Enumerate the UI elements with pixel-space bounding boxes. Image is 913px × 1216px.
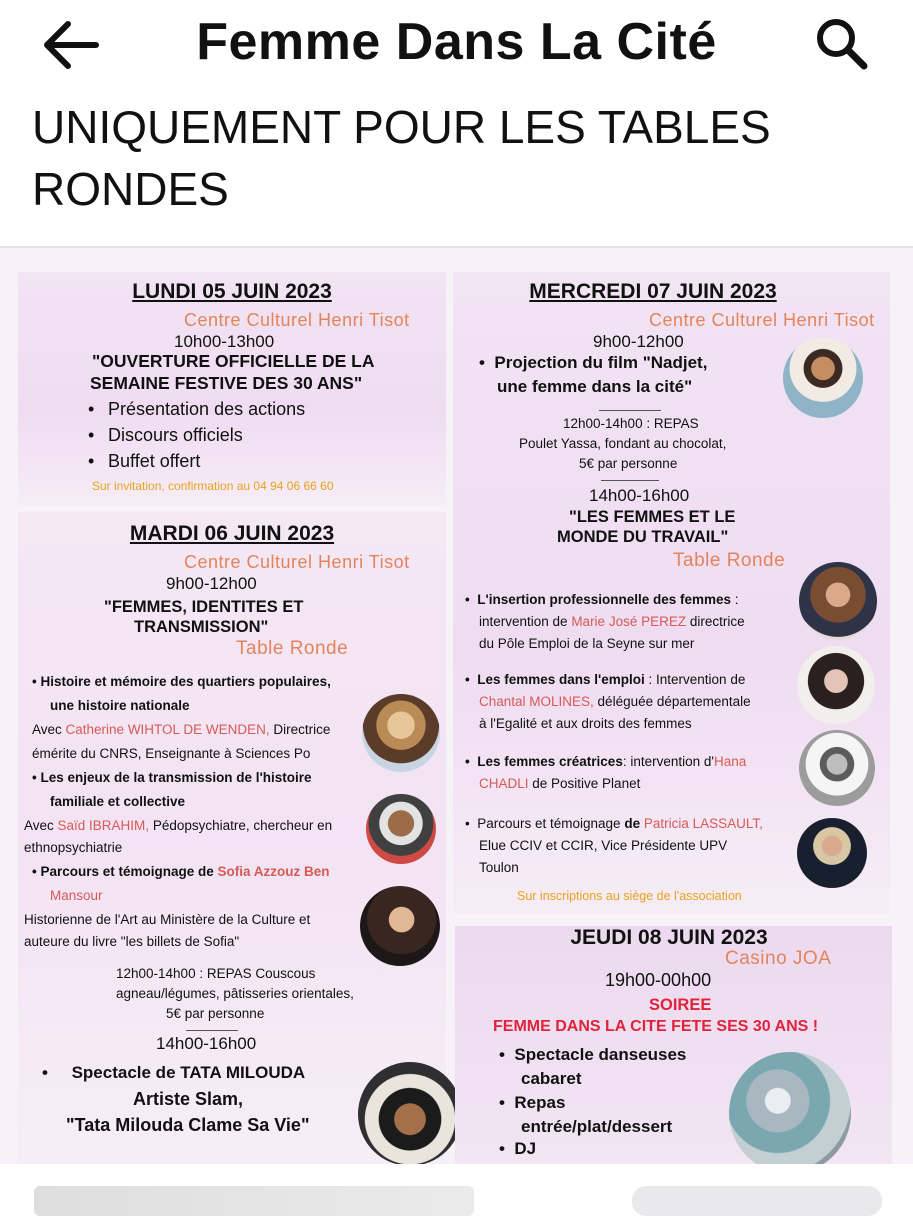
meal-line1: 12h00-14h00 : REPAS Couscous [116, 966, 316, 981]
venue: Centre Culturel Henri Tisot [184, 310, 410, 330]
post-caption: UNIQUEMENT POUR LES TABLES RONDES [32, 101, 771, 215]
page-title: Femme Dans La Cité [196, 13, 717, 71]
topic-2-speaker [479, 692, 751, 712]
roundtable-title-line1: "LES FEMMES ET LE [569, 508, 736, 526]
speaker-name-cont: Mansour [50, 888, 103, 903]
film-title: Projection du film "Nadjet, [494, 353, 708, 372]
roundtable-title-line1: "FEMMES, IDENTITES ET [104, 598, 304, 616]
disco-ball-photo [729, 1052, 851, 1174]
topic-title: L'insertion professionnelle des femmes [477, 592, 732, 607]
list-item: • DJ [499, 1139, 537, 1158]
topic-3: • Parcours et témoignage de Sofia Azzouz Ben [32, 864, 330, 879]
intro: intervention de [479, 614, 572, 629]
truncated-button[interactable] [632, 1186, 882, 1216]
meal-price: 5€ par personne [579, 456, 678, 471]
list-item-cont: entrée/plat/dessert [521, 1117, 673, 1136]
topic-2: • Les enjeux de la transmission de l'histoire [32, 770, 312, 785]
list-item-cont: cabaret [521, 1069, 582, 1088]
tuesday-panel [18, 512, 446, 1166]
topic-2-speaker [24, 816, 332, 836]
topic-2-line2: familiale et collective [50, 794, 186, 809]
divider [599, 410, 661, 411]
topic-3-speaker [479, 774, 640, 794]
speaker-name: Hana [713, 754, 747, 769]
monday-panel [18, 272, 446, 506]
topic-3: • Les femmes créatrices: intervention d'Hana [465, 754, 747, 769]
search-icon[interactable] [812, 14, 872, 74]
topic-sep: : [731, 592, 739, 607]
list-item: • Buffet offert [86, 448, 305, 474]
day-heading: LUNDI 05 JUIN 2023 [132, 280, 332, 303]
app-header [0, 0, 913, 90]
show-line3: "Tata Milouda Clame Sa Vie" [66, 1115, 310, 1135]
topic-title: Parcours et témoignage [477, 816, 625, 831]
topic-3-role: Historienne de l'Art au Ministère de la Culture et [24, 912, 311, 927]
speaker-name: Catherine WIHTOL DE WENDEN, [65, 722, 270, 737]
venue: Centre Culturel Henri Tisot [184, 552, 410, 572]
day-heading: JEUDI 08 JUIN 2023 [570, 926, 768, 949]
speaker-name: Saïd IBRAHIM, [57, 818, 150, 833]
item-text: Repas [514, 1093, 566, 1112]
party-title-line2: FEMME DANS LA CITE FETE SES 30 ANS ! [493, 1018, 819, 1035]
show-title: Spectacle de TATA MILOUDA [71, 1063, 306, 1082]
time-slot: 19h00-00h00 [605, 970, 712, 990]
topic-2-role: à l'Egalité et aux droits des femmes [479, 716, 692, 731]
time-slot: 10h00-13h00 [174, 332, 275, 351]
topic-intro: : Intervention de [644, 672, 746, 687]
roundtable-tag: Table Ronde [236, 638, 349, 659]
meal-line2: agneau/légumes, pâtisseries orientales, [116, 986, 354, 1001]
topic-3-book: auteure du livre "les billets de Sofia" [24, 934, 240, 949]
venue: Centre Culturel Henri Tisot [649, 310, 875, 330]
roundtable-tag: Table Ronde [673, 550, 786, 571]
agenda-list [86, 396, 305, 474]
with-label: Avec [32, 722, 66, 737]
time-slot: 14h00-16h00 [589, 486, 690, 505]
divider [601, 480, 659, 481]
topic-1: • L'insertion professionnelle des femmes : [465, 592, 739, 607]
speaker-role: Pédopsychiatre, chercheur en [149, 818, 333, 833]
list-item: • Discours officiels [86, 422, 305, 448]
topic-title: Les femmes dans l'emploi [477, 672, 645, 687]
speaker-org: de Positive Planet [528, 776, 641, 791]
roundtable-title-line2: TRANSMISSION" [134, 618, 269, 636]
topic-1-line2: une histoire nationale [50, 698, 190, 713]
speaker-photo [360, 886, 440, 966]
truncated-text [34, 1186, 474, 1216]
item-text: Spectacle danseuses [514, 1045, 687, 1064]
show-line2: Artiste Slam, [133, 1089, 244, 1109]
list-item: • Spectacle danseuses [499, 1045, 687, 1064]
event-title-line1: "OUVERTURE OFFICIELLE DE LA [92, 351, 375, 371]
time-slot: 14h00-16h00 [156, 1034, 257, 1053]
speaker-name: Marie José PEREZ [571, 614, 687, 629]
speaker-role: déléguée départementale [593, 694, 751, 709]
film-line1: • Projection du film "Nadjet, [479, 353, 708, 372]
topic-4-role: Elue CCIV et CCIR, Vice Présidente UPV [479, 838, 728, 853]
topic-1: • Histoire et mémoire des quartiers populaires, [32, 674, 331, 689]
topic-title: Les femmes créatrices [477, 754, 623, 769]
speaker-photo [797, 818, 867, 888]
speaker-photo [799, 730, 875, 806]
topic-1-speaker [479, 612, 745, 632]
speaker-photo [366, 794, 436, 864]
topic-1-org: du Pôle Emploi de la Seyne sur mer [479, 636, 695, 651]
topic-intro: : intervention d' [622, 754, 714, 769]
topic-2-line1: Les enjeux de la transmission de l'histoire [40, 770, 312, 785]
venue: Casino JOA [725, 948, 832, 969]
performer-photo [358, 1062, 462, 1166]
day-heading: MARDI 06 JUIN 2023 [129, 522, 335, 545]
speaker-role: Directrice [269, 722, 331, 737]
speaker-name-cont: CHADLI [479, 776, 529, 791]
speaker-photo [797, 646, 875, 724]
film-line2: une femme dans la cité" [497, 377, 693, 396]
de-label: de [624, 816, 644, 831]
speaker-photo [362, 694, 440, 772]
list-item: • Repas [499, 1093, 566, 1112]
invitation-note: Sur invitation, confirmation au 04 94 06 66 60 [92, 479, 334, 493]
item-text: DJ [514, 1139, 537, 1158]
list-item: • Présentation des actions [86, 396, 305, 422]
event-poster[interactable] [0, 246, 913, 1166]
roundtable-title-line2: MONDE DU TRAVAIL" [557, 528, 729, 546]
speaker-photo [799, 562, 877, 640]
speaker-name: Patricia LASSAULT, [643, 816, 763, 831]
speaker-name: Sofia Azzouz Ben [217, 864, 330, 879]
meal-line2: Poulet Yassa, fondant au chocolat, [519, 436, 727, 451]
divider [186, 1030, 238, 1031]
time-slot: 9h00-12h00 [593, 332, 684, 351]
wednesday-panel [453, 272, 890, 914]
topic-3-line1: Parcours et témoignage de [40, 864, 218, 879]
show-line1: • Spectacle de TATA MILOUDA [42, 1063, 306, 1082]
topic-1-speaker [32, 720, 330, 740]
topic-1-speaker-role: émérite du CNRS, Enseignante à Sciences Po [32, 746, 311, 761]
topic-2-speaker-role: ethnopsychiatrie [24, 840, 123, 855]
topic-2: • Les femmes dans l'emploi : Intervention de [465, 672, 746, 687]
film-photo [783, 338, 863, 418]
topic-1-line1: Histoire et mémoire des quartiers populaires, [40, 674, 331, 689]
day-heading: MERCREDI 07 JUIN 2023 [529, 280, 777, 303]
time-slot: 9h00-12h00 [166, 574, 257, 593]
thursday-panel [455, 926, 892, 1166]
meal-line1: 12h00-14h00 : REPAS [563, 416, 699, 431]
topic-4: • Parcours et témoignage de Patricia LASSAULT, [465, 816, 763, 831]
topic-4-city: Toulon [479, 860, 519, 875]
meal-price: 5€ par personne [166, 1006, 265, 1021]
speaker-role: directrice [686, 614, 745, 629]
with-label: Avec [24, 818, 58, 833]
event-title-line2: SEMAINE FESTIVE DES 30 ANS" [90, 373, 363, 393]
speaker-name: Chantal MOLINES, [479, 694, 594, 709]
registration-note: Sur inscriptions au siège de l'association [517, 889, 742, 903]
party-title-line1: SOIREE [649, 996, 712, 1014]
